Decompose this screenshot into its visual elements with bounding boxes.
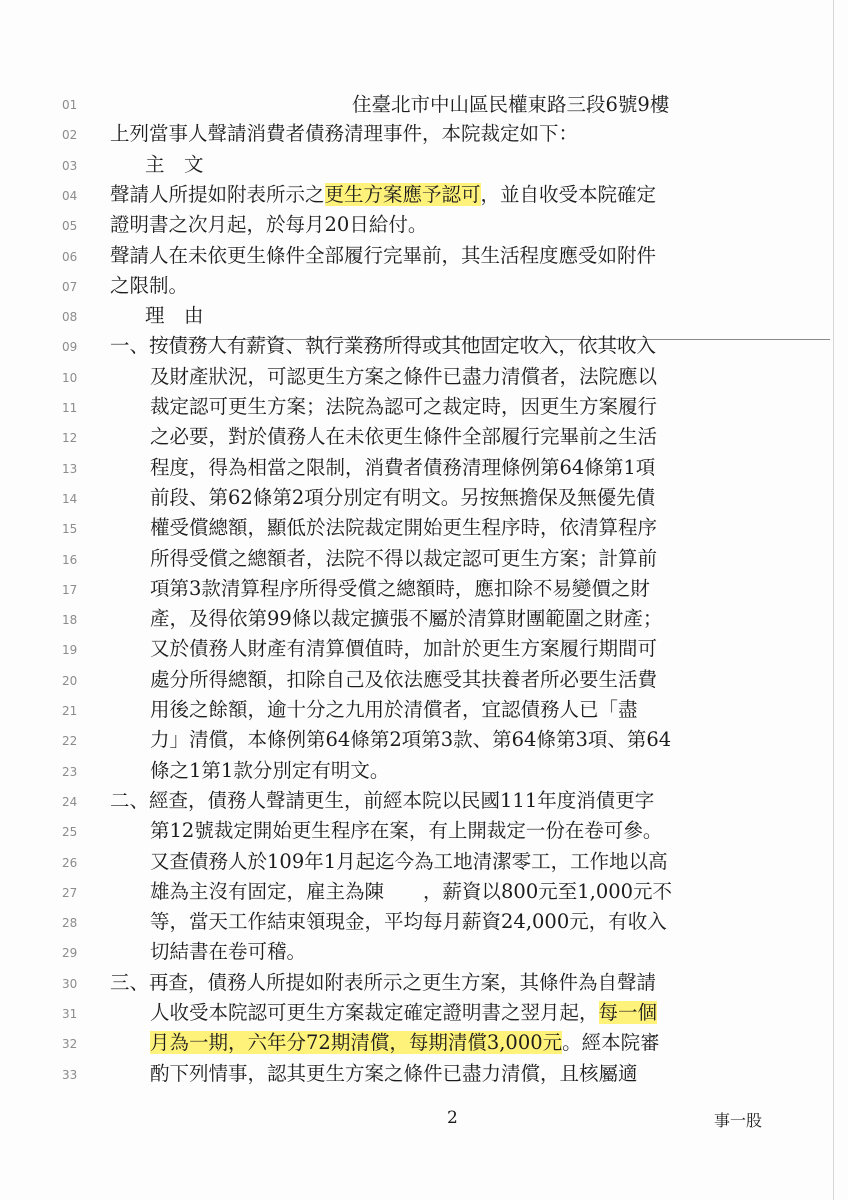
scan-edge-line [833, 0, 834, 1200]
line-text: 程度，得為相當之限制，消費者債務清理條例第64條第1項 [150, 455, 656, 479]
line-number: 08 [62, 310, 78, 325]
line-text: 條之1第1款分別定有明文。 [150, 758, 390, 782]
line-text: 產，及得依第99條以裁定擴張不屬於清算財團範圍之財產； [150, 607, 663, 631]
line-number: 12 [62, 431, 78, 446]
header-address: 住臺北市中山區民權東路三段6號9樓 [352, 93, 670, 116]
line-text-segment: ，並自收受本院確定 [480, 182, 657, 206]
line-number: 01 [62, 98, 78, 112]
line-number: 05 [62, 219, 78, 234]
line-text: 理 由 [145, 304, 204, 328]
line-text [110, 183, 656, 207]
line-number: 29 [62, 946, 78, 961]
line-text: 裁定認可更生方案；法院為認可之裁定時，因更生方案履行 [150, 395, 658, 418]
line-number: 25 [62, 825, 78, 840]
line-text: 及財產狀況，可認更生方案之條件已盡力清償者，法院應以 [150, 364, 658, 388]
line-number: 18 [62, 613, 78, 628]
line-number: 19 [62, 643, 78, 658]
line-text: 二、經查，債務人聲請更生，前經本院以民國111年度消債更字 [110, 788, 655, 812]
line-number: 20 [62, 673, 78, 688]
line-number: 23 [62, 764, 78, 779]
line-number: 16 [62, 552, 78, 567]
line-number: 26 [62, 855, 78, 870]
line-number: 32 [62, 1037, 78, 1052]
line-number: 30 [62, 976, 78, 991]
line-number: 09 [62, 340, 78, 355]
line-text: 酌下列情事，認其更生方案之條件已盡力清償，且核屬適 [150, 1061, 638, 1085]
line-text: 第12號裁定開始更生程序在案，有上開裁定一份在卷可參。 [150, 819, 663, 843]
line-number: 06 [62, 249, 78, 264]
line-text-segment: 聲請人所提如附表所示之 [110, 182, 325, 206]
line-text: 主 文 [145, 152, 204, 176]
line-number: 04 [62, 188, 78, 203]
line-text: 權受償總額，顯低於法院裁定開始更生程序時，依清算程序 [150, 516, 658, 540]
line-text: 力」清償，本條例第64條第2項第3款、第64條第3項、第64 [150, 728, 672, 752]
line-number: 13 [62, 461, 78, 476]
line-text: 前段、第62條第2項分別定有明文。另按無擔保及無優先債 [150, 485, 656, 509]
line-number: 15 [62, 522, 78, 537]
highlighted-text: 每一個 [598, 1001, 658, 1024]
line-text: 一、按債務人有薪資、執行業務所得或其他固定收入，依其收入 [110, 334, 657, 358]
line-text: 又於債務人財產有清算價值時，加計於更生方案履行期間可 [150, 637, 658, 661]
highlighted-text: 月為一期，六年分72期清償，每期清償3,000元 [150, 1031, 563, 1055]
line-number: 27 [62, 885, 78, 900]
line-text: 處分所得總額，扣除自己及依法應受其扶養者所必要生活費 [150, 667, 658, 691]
line-text: 所得受償之總額者，法院不得以裁定認可更生方案；計算前 [150, 546, 658, 570]
line-text: 又查債務人於109年1月起迄今為工地清潔零工，工作地以高 [150, 849, 668, 873]
line-text: 三、再查，債務人所提如附表所示之更生方案，其條件為自聲請 [110, 970, 657, 994]
court-unit-label: 事一股 [714, 1111, 763, 1130]
line-number: 14 [62, 491, 78, 506]
line-text: 之必要，對於債務人在未依更生條件全部履行完畢前之生活 [150, 425, 658, 449]
line-number: 33 [62, 1067, 78, 1082]
line-number: 10 [62, 370, 78, 385]
line-text: 聲請人在未依更生條件全部履行完畢前，其生活程度應受如附件 [110, 243, 657, 267]
line-number: 22 [62, 734, 78, 749]
line-text [150, 1031, 660, 1055]
line-text: 上列當事人聲請消費者債務清理事件，本院裁定如下： [110, 122, 579, 146]
line-text: 之限制。 [110, 273, 189, 297]
line-number: 17 [62, 582, 78, 597]
line-text: 等，當天工作結束領現金，平均每月薪資24,000元，有收入 [150, 910, 667, 934]
page-number: 2 [447, 1108, 458, 1128]
line-text [150, 1001, 657, 1025]
line-number: 11 [62, 401, 78, 415]
line-number: 02 [62, 128, 78, 143]
line-text: 用後之餘額，逾十分之九用於清償者，宜認債務人已「盡 [150, 698, 638, 721]
line-number: 28 [62, 916, 78, 931]
line-number: 21 [62, 704, 78, 718]
highlighted-text: 更生方案應予認可 [324, 182, 481, 206]
line-number: 31 [62, 1007, 78, 1021]
line-number: 03 [62, 158, 78, 173]
line-number: 07 [62, 279, 78, 294]
line-number: 24 [62, 794, 78, 809]
line-text: 項第3款清算程序所得受償之總額時，應扣除不易變價之財 [150, 576, 650, 600]
line-text-segment: 。經本院審 [562, 1031, 660, 1055]
line-text: 切結書在卷可稽。 [150, 940, 307, 964]
line-text-segment: 人收受本院認可更生方案裁定確定證明書之翌月起， [150, 1001, 599, 1024]
line-text: 證明書之次月起，於每月20日給付。 [110, 213, 428, 237]
line-text: 雄為主沒有固定，雇主為陳 ，薪資以800元至1,000元不 [150, 879, 673, 903]
